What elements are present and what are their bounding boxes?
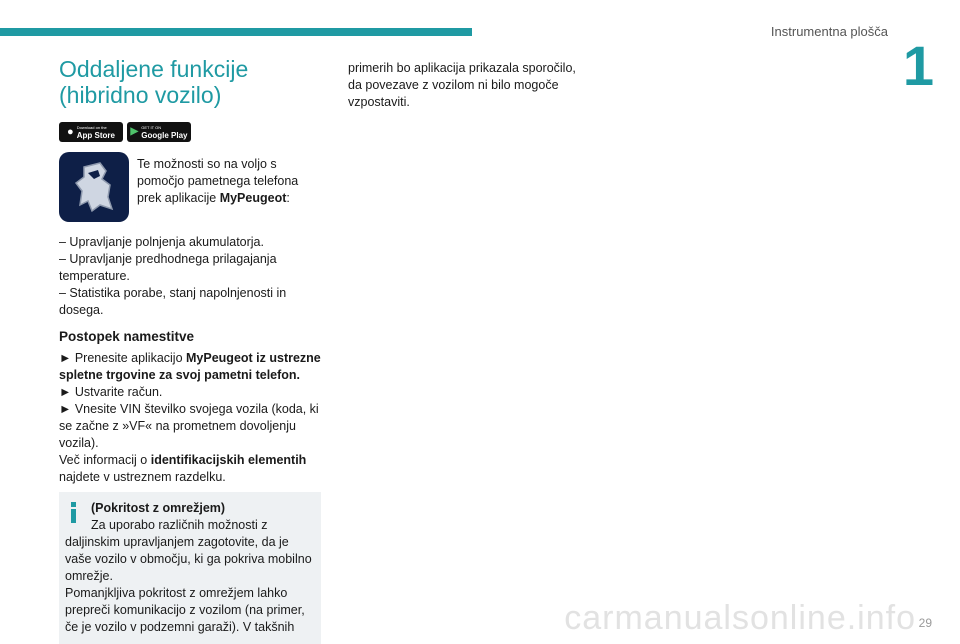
- title-line-1: Oddaljene funkcije: [59, 56, 249, 82]
- info-icon: [71, 502, 75, 523]
- info-box-title: (Pokritost z omrežjem): [91, 501, 226, 515]
- play-icon: ▶: [130, 126, 139, 137]
- intro-line-1: Te možnosti so na voljo s: [137, 157, 277, 171]
- section-title: Instrumentna plošča: [770, 24, 888, 39]
- header-accent-bar: [0, 28, 472, 36]
- peugeot-lion-icon: [59, 152, 129, 222]
- page-number: 29: [918, 616, 932, 630]
- info-text-2: Pomanjkljiva pokritost z omrežjem lahko prepreči komunikacijo z vozilom (na primer, če je vozilo v podzemni garaži). V takšnih: [65, 586, 305, 634]
- install-heading: Postopek namestitve: [59, 329, 195, 344]
- info-box: [59, 492, 321, 644]
- appstore-text: App Store: [76, 131, 115, 140]
- chapter-number: 1: [902, 34, 934, 97]
- list-item: – Statistika porabe, stanj napolnjenosti in dosega.: [59, 286, 287, 317]
- left-column: [59, 56, 321, 644]
- googleplay-small-text: GET IT ON: [141, 125, 162, 130]
- apple-icon: ●: [67, 126, 74, 138]
- more-info-end: najdete v ustreznem razdelku.: [59, 470, 226, 484]
- list-item: – Upravljanje polnjenja akumulatorja.: [59, 235, 264, 249]
- install-steps: [59, 350, 321, 486]
- googleplay-text: Google Play: [141, 131, 188, 140]
- app-intro: [59, 152, 321, 222]
- watermark: carmanualsonline.info: [564, 599, 916, 637]
- intro-colon: :: [286, 191, 290, 205]
- more-info-text: Več informacij o: [59, 453, 151, 467]
- feature-list: [59, 234, 321, 319]
- store-badges: [59, 122, 321, 142]
- intro-line-2: pomočjo pametnega telefona: [137, 174, 299, 188]
- intro-text: [137, 152, 298, 222]
- continuation-text: primerih bo aplikacija prikazala sporočilo, da povezave z vozilom ni bilo mogoče vzpostaviti.: [348, 61, 576, 109]
- list-item: – Upravljanje predhodnega prilagajanja temperature.: [59, 252, 277, 283]
- page-title: [59, 56, 321, 108]
- info-text: daljinskim upravljanjem zagotovite, da je vaše vozilo v območju, ki ga pokriva mobilno omrežje.: [65, 535, 312, 583]
- step-1-text: ► Prenesite aplikacijo: [59, 351, 187, 365]
- step-3: ► Vnesite VIN številko svojega vozila (koda, ki se začne z »VF« na prometnem dovoljenju vozila).: [59, 402, 319, 450]
- step-2: ► Ustvarite račun.: [59, 385, 163, 399]
- info-line-1: Za uporabo različnih možnosti z: [91, 518, 268, 532]
- step-1-bold: MyPeugeot iz ustrezne spletne trgovine za svoj pametni telefon.: [59, 351, 321, 382]
- more-info-bold: identifikacijskih elementih: [150, 453, 307, 467]
- intro-line-3: prek aplikacije: [137, 191, 220, 205]
- app-name: MyPeugeot: [219, 191, 287, 205]
- title-line-2: (hibridno vozilo): [59, 82, 222, 108]
- appstore-small-text: Download on the: [76, 125, 107, 130]
- google-play-badge[interactable]: [127, 122, 191, 142]
- right-column: [348, 60, 588, 111]
- app-store-badge[interactable]: [59, 122, 123, 142]
